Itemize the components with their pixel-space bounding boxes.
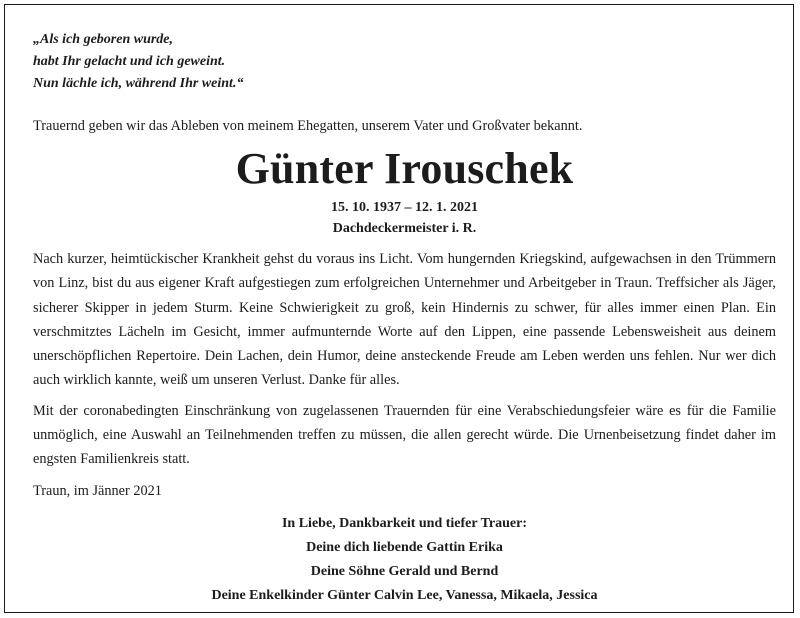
closing-line-2: Deine dich liebende Gattin Erika: [306, 539, 503, 555]
closing-line-1: In Liebe, Dankbarkeit und tiefer Trauer:: [281, 515, 527, 531]
obituary-document: [33, 29, 776, 608]
closing-line-4: Deine Enkelkinder Günter Calvin Lee, Vanessa, Mikaela, Jessica: [211, 587, 598, 603]
tribute-paragraph: Nach kurzer, heimtückischer Krankheit gehst du voraus ins Licht. Vom hungernden Kriegskind, aufgewachsen in den Trümmern von Linz, bist du aus eigener Kraft aufgestiegen zum erfolgreichen Unternehmer und Arbeitgeber in Traun. Treffsicher als Jäger, sicherer Skipper in jedem Sturm. Keine Schwierigkeit zu groß, kein Hindernis zu schwer, für alles immer einen Plan. Ein verschmitztes Lächeln im Gesicht, immer aufmunternde Worte auf den Lippen, eine passende Lebensweisheit aus deinem unerschöpflichen Repertoire. Dein Lachen, dein Humor, deine ansteckende Freude am Leben werden uns fehlen. Nur wer dich auch wirklich kannte, weiß um unseren Verlust. Danke für alles.: [33, 251, 776, 389]
closing-line-3: Deine Söhne Gerald und Bernd: [310, 563, 499, 579]
funeral-notice-paragraph: Mit der coronabedingten Einschränkung von zugelassenen Trauernden für eine Verabschiedungsfeier wäre es für die Familie unmöglich, eine Auswahl an Teilnehmenden treffen zu müssen, die allen gerecht würde. Die Urnenbeisetzung findet daher im engsten Familienkreis statt.: [33, 402, 776, 468]
profession: Dachdeckermeister i. R.: [332, 221, 477, 236]
opening-quote: [33, 29, 776, 95]
deceased-name: Günter Irouschek: [235, 144, 574, 193]
obituary-frame: [4, 4, 794, 613]
announcement-text: Trauernd geben wir das Ableben von meinem Ehegatten, unserem Vater und Großvater bekannt.: [33, 118, 583, 134]
quote-line-2: habt Ihr gelacht und ich geweint.: [33, 54, 226, 69]
life-dates: 15. 10. 1937 – 12. 1. 2021: [331, 200, 478, 215]
place-and-date: Traun, im Jänner 2021: [33, 482, 162, 499]
quote-line-3: Nun lächle ich, während Ihr weint.“: [33, 76, 244, 91]
closing-signatures: [33, 512, 776, 608]
quote-line-1: „Als ich geboren wurde,: [33, 32, 174, 47]
